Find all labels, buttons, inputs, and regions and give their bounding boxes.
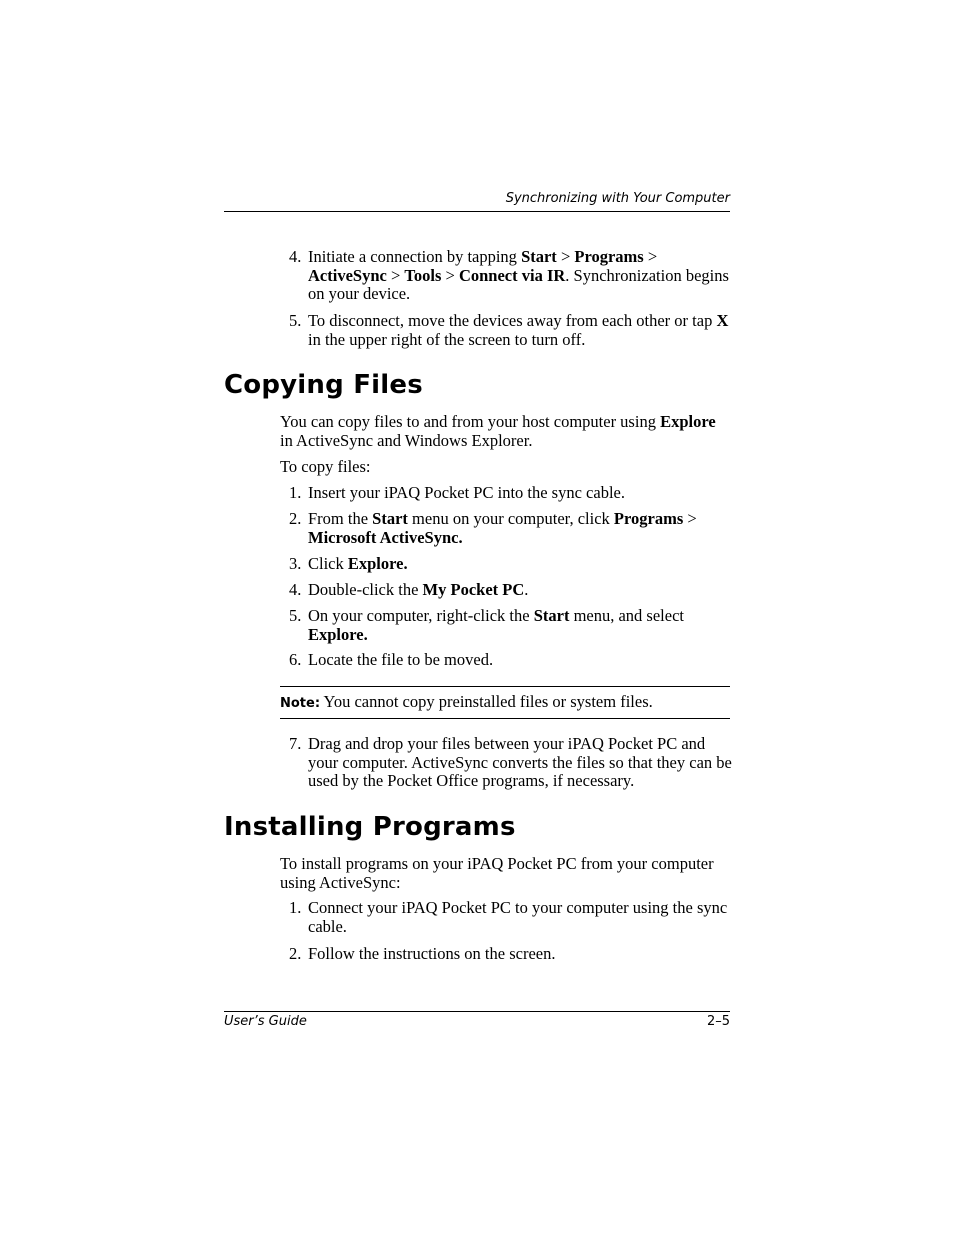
copy-step-5 bbox=[280, 607, 732, 644]
step-number: 5. bbox=[289, 311, 302, 330]
note-box bbox=[280, 693, 730, 714]
copying-intro bbox=[280, 413, 732, 450]
installing-intro: To install programs on your iPAQ Pocket PC from your computer using ActiveSync: bbox=[280, 854, 714, 892]
section-heading-installing-programs: Installing Programs bbox=[224, 812, 516, 842]
bold-text-run: Explore. bbox=[347, 554, 408, 573]
text-run: Follow the instructions on the screen. bbox=[308, 944, 556, 963]
copy-step-1 bbox=[280, 484, 732, 503]
step-text bbox=[308, 484, 732, 503]
text-run: > bbox=[683, 509, 697, 528]
section-heading-copying-files: Copying Files bbox=[224, 370, 423, 400]
note-label: Note: bbox=[280, 696, 321, 711]
note-rule-top bbox=[280, 686, 730, 687]
text-run: . bbox=[524, 580, 529, 599]
step-text bbox=[308, 581, 732, 600]
text-run: Locate the file to be moved. bbox=[308, 650, 494, 669]
copy-step-7 bbox=[280, 735, 732, 791]
text-run: > bbox=[643, 247, 658, 266]
text-run: . Synchronization begins on your device. bbox=[308, 265, 729, 303]
step-text bbox=[308, 248, 732, 304]
running-header: Synchronizing with Your Computer bbox=[505, 191, 730, 206]
step-number: 4. bbox=[289, 247, 302, 266]
text-run: You can copy files to and from your host computer using bbox=[280, 412, 661, 431]
text-run: On your computer, right-click the bbox=[308, 606, 534, 625]
copy-step-6 bbox=[280, 651, 732, 670]
sync-step-4 bbox=[280, 248, 732, 304]
text-run: menu on your computer, click bbox=[407, 509, 614, 528]
text-run: Drag and drop your files between your iPAQ Pocket PC and your computer. ActiveSync converts the files so that they can be used by the Pocket Office programs, if necessary. bbox=[308, 734, 732, 790]
bold-text-run: Explore bbox=[660, 412, 716, 431]
text-run: To disconnect, move the devices away from each other or tap bbox=[308, 311, 717, 330]
page-number: 2–5 bbox=[706, 1014, 730, 1029]
bold-text-run: Tools bbox=[404, 265, 442, 285]
step-number: 3. bbox=[289, 554, 302, 573]
text-run: > bbox=[441, 265, 459, 285]
step-text bbox=[308, 945, 732, 964]
text-run: menu, and select bbox=[569, 606, 684, 625]
step-text bbox=[308, 555, 732, 574]
step-text bbox=[308, 735, 732, 791]
bold-text-run: Start bbox=[372, 509, 408, 528]
bold-text-run: ActiveSync bbox=[308, 265, 387, 285]
bold-text-run: Start bbox=[533, 606, 570, 625]
step-number: 6. bbox=[289, 650, 302, 669]
copy-step-3 bbox=[280, 555, 732, 574]
bold-text-run: Start bbox=[521, 247, 557, 266]
text-run: in the upper right of the screen to turn off. bbox=[308, 329, 586, 349]
text-run: Connect your iPAQ Pocket PC to your computer using the sync cable. bbox=[308, 898, 728, 936]
step-text bbox=[308, 899, 732, 936]
step-number: 1. bbox=[289, 483, 302, 502]
bold-text-run: Programs bbox=[613, 509, 684, 528]
step-text bbox=[308, 312, 732, 349]
install-step-1 bbox=[280, 899, 732, 936]
bold-text-run: X bbox=[716, 311, 729, 330]
step-text bbox=[308, 651, 732, 670]
install-step-2 bbox=[280, 945, 732, 964]
text-run: Insert your iPAQ Pocket PC into the sync cable. bbox=[308, 483, 625, 502]
copy-step-2 bbox=[280, 510, 732, 547]
step-text bbox=[308, 510, 732, 547]
step-text bbox=[308, 607, 732, 644]
text-run: Click bbox=[308, 554, 348, 573]
copy-step-4 bbox=[280, 581, 732, 600]
step-number: 2. bbox=[289, 509, 302, 528]
bold-text-run: My Pocket PC bbox=[422, 580, 525, 599]
bold-text-run: Programs bbox=[574, 247, 644, 266]
note-text: You cannot copy preinstalled files or system files. bbox=[320, 692, 653, 711]
text-run: > bbox=[386, 265, 405, 285]
step-number: 7. bbox=[289, 734, 302, 753]
text-run: in ActiveSync and Windows Explorer. bbox=[280, 430, 533, 450]
header-rule bbox=[224, 211, 730, 212]
note-rule-bottom bbox=[280, 718, 730, 719]
sync-step-5 bbox=[280, 312, 732, 349]
footer-rule bbox=[224, 1011, 730, 1012]
step-number: 5. bbox=[289, 606, 302, 625]
text-run: From the bbox=[308, 509, 373, 528]
step-number: 2. bbox=[289, 944, 302, 963]
step-number: 1. bbox=[289, 898, 302, 917]
bold-text-run: Explore. bbox=[308, 624, 368, 644]
text-run: > bbox=[556, 247, 575, 266]
bold-text-run: Connect via IR bbox=[458, 265, 566, 285]
bold-text-run: Microsoft ActiveSync. bbox=[308, 527, 463, 547]
text-run: Initiate a connection by tapping bbox=[308, 247, 522, 266]
text-run: Double-click the bbox=[308, 580, 423, 599]
footer-guide-title: User’s Guide bbox=[224, 1014, 307, 1029]
step-number: 4. bbox=[289, 580, 302, 599]
copying-lead: To copy files: bbox=[280, 457, 371, 476]
